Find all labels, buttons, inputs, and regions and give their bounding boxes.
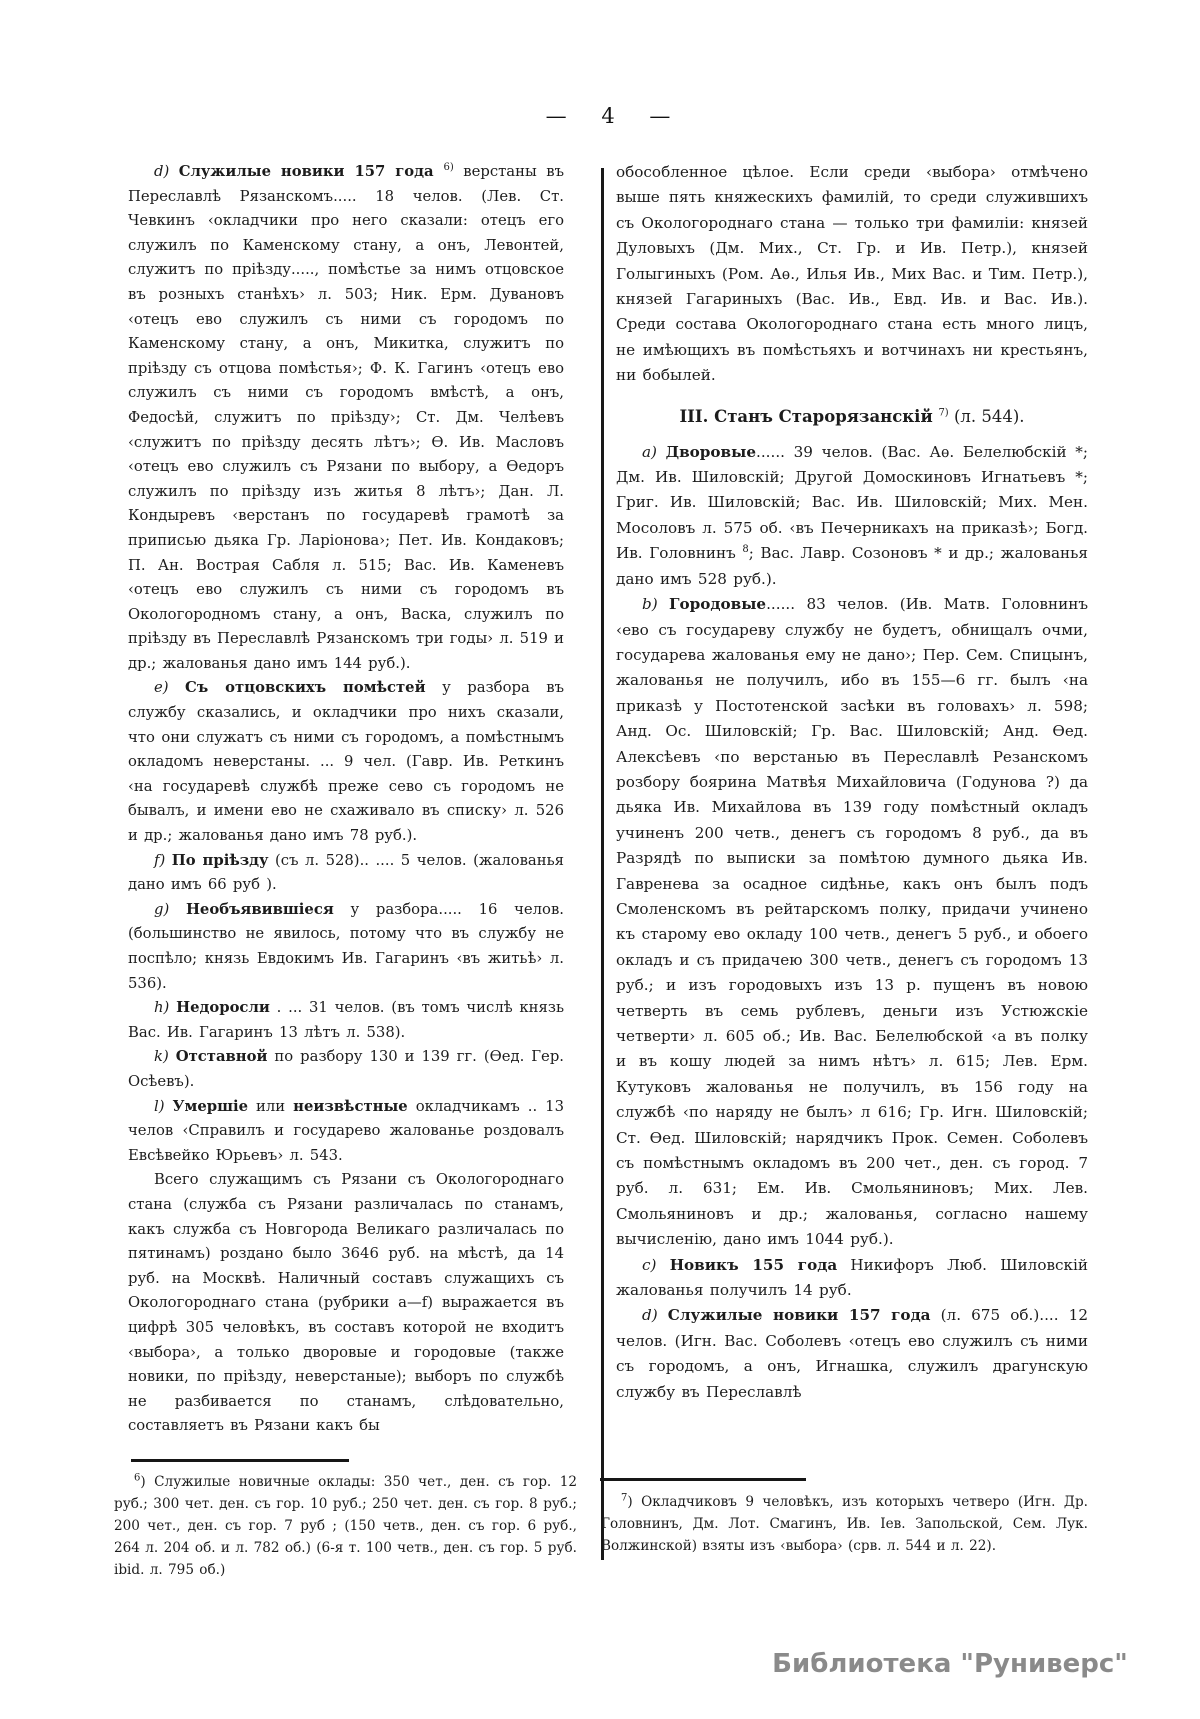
paragraph-g-neobyavivshiesya: g) Необъявившіеся у разбора..... 16 челов. (большинство не явилось, потому что въ службу не поспѣло; князь Евдокимъ Ив. Гагаринъ ‹въ житьѣ› л. 536). xyxy=(128,900,564,992)
footnote-6 xyxy=(114,1471,577,1581)
right-column xyxy=(616,160,1088,1474)
footnote-6-text: $^6$) Служилые новичные оклады: 350 чет., ден. съ гор. 12 руб.; 300 чет. ден. съ гор. 10 руб.; 250 чет. ден. съ гор. 8 руб.; 200 чет., ден. съ гор. 7 руб ; (150 четв., ден. съ гор. 6 руб., 264 л. 204 об. и л. 782 об.) (6-я т. 100 четв., ден. съ гор. 5 руб. ibid. л. 795 об.) xyxy=(114,1472,577,1578)
paragraph-d-servile-noviki-157: d) Служилые новики 157 года $^{6)}$ верстаны въ Переславлѣ Рязанскомъ..... 18 челов. (Лев. Ст. Чевкинъ ‹окладчики про него сказали: отецъ его служилъ по Каменскому стану, а онъ, Левонтей, служитъ по пріѣзду....., помѣстье за нимъ отцовское въ розныхъ станѣхъ› л. 503; Ник. Ерм. Дувановъ ‹отецъ ево служилъ съ ними съ городомъ по Каменскому стану, а онъ, Микитка, служитъ по пріѣзду съ отцова помѣстья›; Ф. К. Гагинъ ‹отецъ ево служилъ съ ними съ городомъ вмѣстѣ, а онъ, Федосѣй, служитъ по пріѣзду›; Ст. Дм. Челѣевъ ‹служитъ по пріѣзду десять лѣтъ›; Ѳ. Ив. Масловъ ‹отецъ ево служилъ съ Рязани по выбору, а Ѳедоръ служилъ по пріѣзду изъ житья 8 лѣтъ›; Дан. Л. Кондыревъ ‹верстанъ по государевѣ грамотѣ за приписью дьяка Гр. Ларіонова›; Пет. Ив. Кондаковъ; П. Ан. Вострая Сабля л. 515; Вас. Ив. Каменевъ ‹отецъ ево служилъ съ ними съ городомъ въ Окологородномъ стану, а онъ, Васка, служилъ по пріѣзду въ Переславлѣ Рязанскомъ три годы› л. 519 и др.; жалованья дано имъ 144 руб.). xyxy=(128,162,564,672)
paragraph-l-umershie: l) Умершіе или неизвѣстные окладчикамъ .. 13 челов ‹Справилъ и государево жалованье роздовалъ Евсѣвейко Юрьевъ› л. 543. xyxy=(128,1097,564,1164)
paragraph-a-dvorovye: а) Дворовые...... 39 челов. (Вас. Аѳ. Белелюбскій *; Дм. Ив. Шиловскій; Другой Домоскиновъ Игнатьевъ *; Григ. Ив. Шиловскій; Вас. Ив. Шиловскій; Мих. Мен. Мосоловъ л. 575 об. ‹въ Печерникахъ на приказѣ›; Богд. Ив. Головнинъ $^8$; Вас. Лавр. Созоновъ * и др.; жалованья дано имъ 528 руб.). xyxy=(616,442,1088,588)
paragraph-continuation-vybor: обособленное цѣлое. Если среди ‹выбора› отмѣчено выше пять княжескихъ фамилій, то среди служившихъ съ Окологороднаго стана — только три фамиліи: князей Дуловыхъ (Дм. Мих., Ст. Гр. и Ив. Петр.), князей Голыгиныхъ (Ром. Аѳ., Илья Ив., Мих Вас. и Тим. Петр.), князей Гагариныхъ (Вас. Ив., Евд. Ив. и Вас. Ив.). Среди состава Окологороднаго стана есть много лицъ, не имѣющихъ въ помѣстьяхъ и вотчинахъ ни крестьянъ, ни бобылей. xyxy=(616,163,1088,385)
paragraph-e-otcovskie-pomestya: е) Съ отцовскихъ помѣстей у разбора въ службу сказались, и окладчики про нихъ сказали, что они служатъ съ ними съ городомъ, а помѣстнымъ окладомъ неверстаны. ... 9 чел. (Гавр. Ив. Реткинъ ‹на государевѣ службѣ преже сево съ городомъ не бывалъ, и имени ево не схаживало въ списку› л. 526 и др.; жалованья дано имъ 78 руб.). xyxy=(128,679,564,845)
paragraph-k-otstavnoy: k) Отставной по разбору 130 и 139 гг. (Ѳед. Гер. Осѣевъ). xyxy=(128,1048,564,1090)
footnote-rule-left xyxy=(131,1459,349,1462)
left-column xyxy=(128,160,564,1456)
footnote-7-text: $^7$) Окладчиковъ 9 человѣкъ, изъ которыхъ четверо (Игн. Др. Головнинъ, Дм. Лот. Смагинъ, Ив. Іев. Запольской, Сем. Лук. Волжинской) взяты изъ ‹выбора› (срв. л. 544 и л. 22). xyxy=(601,1492,1088,1554)
paragraph-b-gorodovye: b) Городовые...... 83 челов. (Ив. Матв. Головнинъ ‹ево съ государеву службу не будетъ, обнищалъ очми, государева жалованья ему не дано›; Пер. Сем. Спицынъ, жалованья не получилъ, ибо въ 155—6 гг. былъ ‹на приказѣ у Постотенской засѣки въ головахъ› л. 598; Анд. Ос. Шиловскій; Гр. Вас. Шиловскій; Анд. Ѳед. Алексѣевъ ‹по верстанью въ Переславлѣ Резанскомъ розбору боярина Матвѣя Михайловича (Годунова ?) да дьяка Ив. Михайлова въ 139 году помѣстный окладъ учиненъ 200 четв., денегъ съ городомъ 8 руб., да въ Разрядѣ по выписки за помѣтою думного дьяка Ив. Гавренева за осадное сидѣнье, какъ онъ былъ подъ Смоленскомъ въ рейтарскомъ полку, придачи учинено къ старому ево окладу 100 четв., денегъ 5 руб., и обоего окладъ и съ придачею 300 четв., денегъ съ городомъ 13 руб.; и изъ городовыхъ изъ 13 р. пущенъ въ новою четверть въ семь рублевъ, деньги изъ Устюжскіе четверти› л. 605 об.; Ив. Вас. Белелюбской ‹а въ полку и въ кошу людей за нимъ нѣтъ› л. 615; Лев. Ерм. Кутуковъ жалованья не получилъ, въ 156 году на службѣ ‹по наряду не былъ› л 616; Гр. Игн. Шиловскій; Ст. Ѳед. Шиловскій; нарядчикъ Прок. Семен. Соболевъ съ помѣстнымъ окладомъ въ 200 чет., ден. съ город. 7 руб. л. 631; Ем. Ив. Смольяниновъ; Мих. Лев. Смольяниновъ и др.; жалованья, согласно нашему вычисленію, дано имъ 1044 руб.). xyxy=(616,595,1088,1249)
paragraph-vsego-summary: Всего служащимъ съ Рязани съ Окологороднаго стана (служба съ Рязани различалась по станамъ, какъ служба съ Новгорода Великаго различалась по пятинамъ) роздано было 3646 руб. на мѣстѣ, да 14 руб. на Москвѣ. Наличный составъ служащихъ съ Окологороднаго стана (рубрики а—f) выражается въ цифрѣ 305 человѣкъ, въ составъ которой не входитъ ‹выбора›, а только дворовые и городовые (также новики, по пріѣзду, неверстаные); выборъ по службѣ не разбивается по станамъ, слѣдовательно, составляетъ въ Рязани какъ бы xyxy=(128,1171,564,1435)
paragraph-h-nedorosli: h) Недоросли . ... 31 челов. (въ томъ числѣ князь Вас. Ив. Гагаринъ 13 лѣтъ л. 538). xyxy=(128,999,564,1041)
paragraph-f-po-priezdu: f) По пріѣзду (съ л. 528).. .... 5 челов. (жалованья дано имъ 66 руб ). xyxy=(128,851,564,894)
heading-stan-staroryazanskiy: III. Станъ Старорязанскій $^{7)}$ (л. 544). xyxy=(679,406,1025,426)
footnote-7 xyxy=(601,1491,1088,1557)
watermark-runivers: Библиотека "Руниверс" xyxy=(772,1649,1128,1679)
footnote-rule-right xyxy=(600,1478,806,1481)
paragraph-d-noviki-157-right: d) Служилые новики 157 года (л. 675 об.).... 12 челов. (Игн. Вас. Соболевъ ‹отецъ ево служилъ съ ними съ городомъ, а онъ, Игнашка, служилъ драгунскую службу въ Переславлѣ xyxy=(616,1306,1088,1401)
page-number: — 4 — xyxy=(545,104,671,128)
column-divider xyxy=(601,168,604,1560)
paragraph-c-novik-155: с) Новикъ 155 года Никифоръ Люб. Шиловскій жалованья получилъ 14 руб. xyxy=(616,1255,1088,1300)
